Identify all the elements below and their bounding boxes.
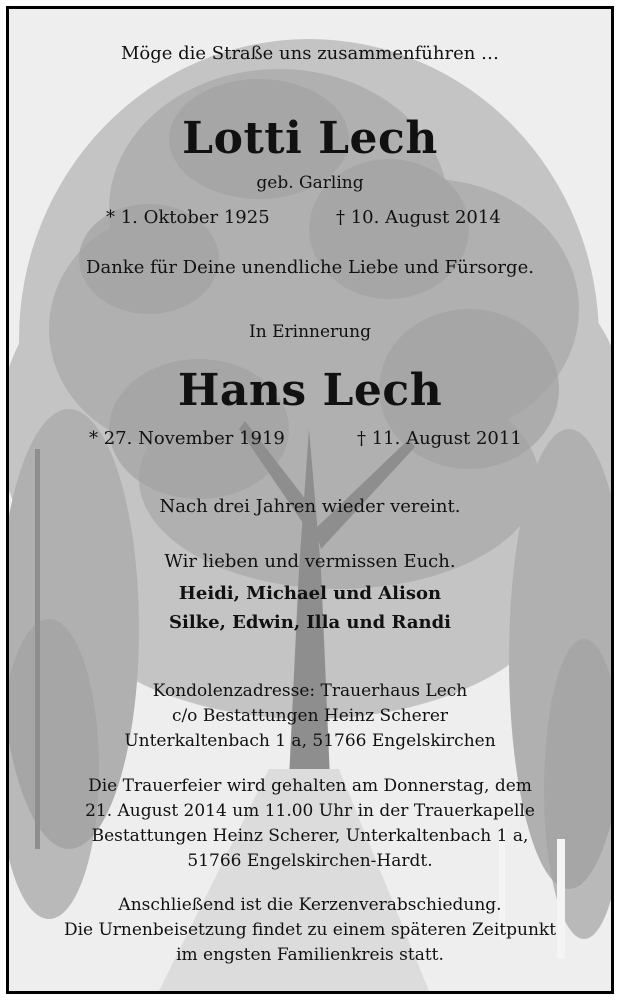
reunited-line: Nach drei Jahren wieder vereint. (159, 496, 461, 517)
ceremony-line: Die Trauerfeier wird gehalten am Donnerstag, dem (88, 776, 532, 796)
closing-line: Die Urnenbeisetzung findet zu einem späteren Zeitpunkt (63, 920, 557, 940)
thanks-line: Danke für Deine unendliche Liebe und Fürsorge. (86, 257, 534, 278)
hans-dates (9, 428, 611, 452)
closing-line: im engsten Familienkreis statt. (176, 945, 444, 965)
maiden-name: geb. Garling (256, 173, 364, 193)
memory-line: In Erinnerung (249, 322, 371, 342)
deceased-name-hans: Hans Lech (177, 365, 443, 416)
obituary-notice (6, 6, 614, 994)
ceremony-line: 21. August 2014 um 11.00 Uhr in der Trauerkapelle (85, 801, 535, 821)
address-line: Kondolenzadresse: Trauerhaus Lech (152, 681, 468, 701)
deceased-name-lotti: Lotti Lech (182, 113, 438, 164)
closing-line: Anschließend ist die Kerzenverabschiedung. (118, 895, 502, 915)
address-line: c/o Bestattungen Heinz Scherer (171, 706, 449, 726)
family-line: Heidi, Michael und Alison (178, 583, 442, 604)
address-line: Unterkaltenbach 1 a, 51766 Engelskirchen (124, 731, 496, 751)
death-date: † 10. August 2014 (336, 207, 501, 228)
ceremony-line: Bestattungen Heinz Scherer, Unterkaltenbach 1 a, (91, 826, 529, 846)
lotti-dates (9, 207, 611, 231)
birth-date: * 27. November 1919 (89, 428, 285, 449)
intro-line: Möge die Straße uns zusammenführen … (120, 43, 500, 64)
death-date: † 11. August 2011 (357, 428, 522, 449)
ceremony-line: 51766 Engelskirchen-Hardt. (187, 851, 433, 871)
family-line: Silke, Edwin, Illa und Randi (169, 612, 451, 633)
notice-text (9, 9, 611, 991)
birth-date: * 1. Oktober 1925 (106, 207, 270, 228)
love-line: Wir lieben und vermissen Euch. (164, 551, 456, 572)
